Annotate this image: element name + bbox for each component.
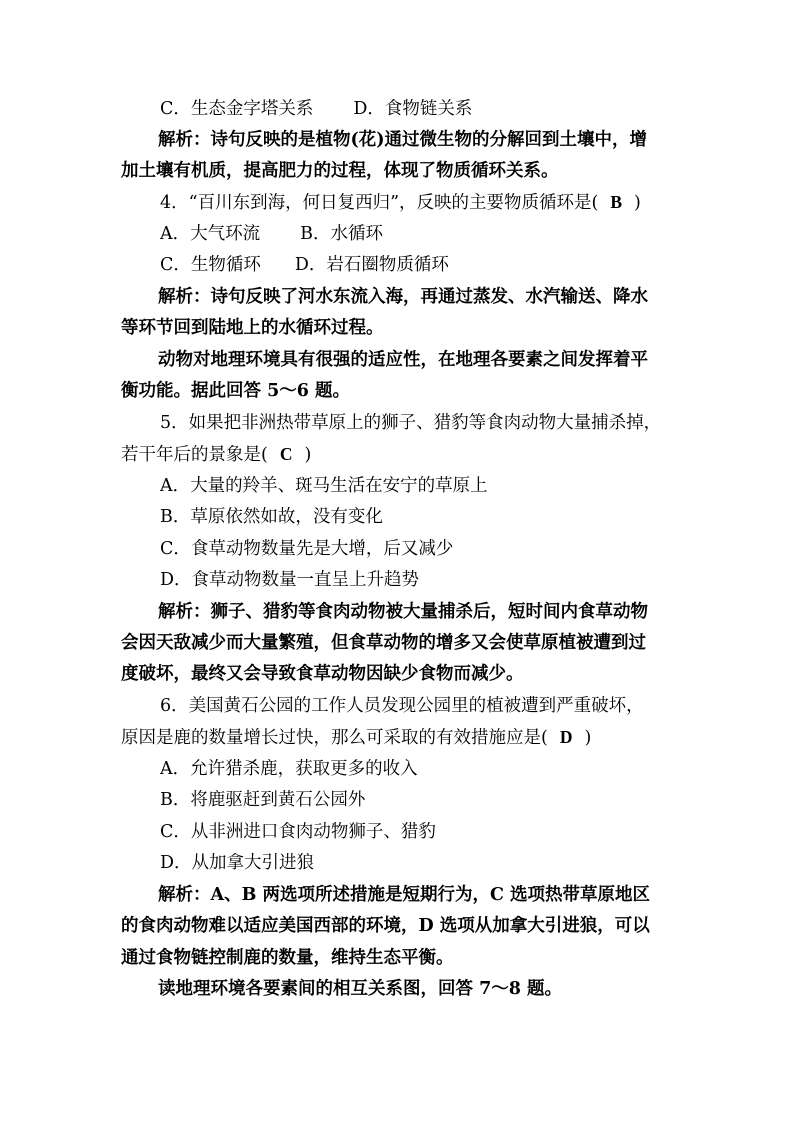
analysis-label: 解析 xyxy=(158,130,193,150)
analysis-q6-line2: 的食肉动物难以适应美国西部的环境，D 选项从加拿大引进狼，可以 xyxy=(121,916,650,936)
option-b: B．将鹿驱赶到黄石公园外 xyxy=(160,790,366,810)
option-c: C．食草动物数量先是大增，后又减少 xyxy=(160,539,454,559)
analysis-q5-line2: 会因天敌减少而大量繁殖，但食草动物的增多又会使草原植被遭到过 xyxy=(121,633,646,653)
material-line1: 动物对地理环境具有很强的适应性，在地理各要素之间发挥着平 xyxy=(158,350,648,370)
option-row-q4-cd xyxy=(160,253,449,277)
answer-q5: C xyxy=(279,444,293,464)
analysis-q5-line1: 解析：狮子、猎豹等食肉动物被大量捕杀后，短时间内食草动物 xyxy=(158,602,648,622)
material-line2: 衡功能。据此回答 5～6 题。 xyxy=(121,381,351,401)
analysis-label: 解析 xyxy=(158,885,193,905)
option-d: D．岩石圈物质循环 xyxy=(294,255,449,275)
option-row-q4-ab xyxy=(160,222,383,246)
analysis-q4-line2: 等环节回到陆地上的水循环过程。 xyxy=(121,318,384,338)
analysis-q6-line1: 解析：A、B 两选项所述措施是短期行为，C 选项热带草原地区 xyxy=(158,885,650,905)
option-d: D．食物链关系 xyxy=(353,99,473,119)
option-d: D．从加拿大引进狼 xyxy=(160,853,315,873)
question-5-line2: 若干年后的景象是( C ) xyxy=(121,444,312,465)
option-c: C．生态金字塔关系 xyxy=(160,99,314,119)
option-row-q3-cd xyxy=(160,97,472,121)
option-a: A．大气环流 xyxy=(160,224,261,244)
analysis-q3-line1: 解析：诗句反映的是植物(花)通过微生物的分解回到土壤中，增 xyxy=(158,130,648,150)
analysis-q3-line2: 加土壤有机质，提高肥力的过程，体现了物质循环关系。 xyxy=(121,161,559,181)
answer-q4: B xyxy=(610,192,623,212)
option-b: B．水循环 xyxy=(300,224,384,244)
option-c: C．生物循环 xyxy=(160,255,261,275)
question-5-line1: 5．如果把非洲热带草原上的狮子、猎豹等食肉动物大量捕杀掉， xyxy=(160,413,662,433)
analysis-label: 解析 xyxy=(158,602,193,622)
question-6-line1: 6．美国黄石公园的工作人员发现公园里的植被遭到严重破坏， xyxy=(160,696,644,716)
option-d: D．食草动物数量一直呈上升趋势 xyxy=(160,570,420,590)
question-6-line2: 原因是鹿的数量增长过快，那么可采取的有效措施应是( D ) xyxy=(121,727,592,748)
analysis-q4-line1: 解析：诗句反映了河水东流入海，再通过蒸发、水汽输送、降水 xyxy=(158,287,648,307)
analysis-q5-line3: 度破坏，最终又会导致食草动物因缺少食物而减少。 xyxy=(121,664,524,684)
answer-q6: D xyxy=(559,727,573,747)
question-4: 4．“百川东到海，何日复西归”，反映的主要物质循环是( B ) xyxy=(160,192,641,213)
option-a: A．允许猎杀鹿，获取更多的收入 xyxy=(160,759,418,779)
option-a: A．大量的羚羊、斑马生活在安宁的草原上 xyxy=(160,476,488,496)
analysis-q6-line3: 通过食物链控制鹿的数量，维持生态平衡。 xyxy=(121,948,454,968)
option-b: B．草原依然如故，没有变化 xyxy=(160,507,383,527)
option-c: C．从非洲进口食肉动物狮子、猎豹 xyxy=(160,822,436,842)
analysis-label: 解析 xyxy=(158,287,193,307)
material-q7-8: 读地理环境各要素间的相互关系图，回答 7～8 题。 xyxy=(158,979,563,999)
